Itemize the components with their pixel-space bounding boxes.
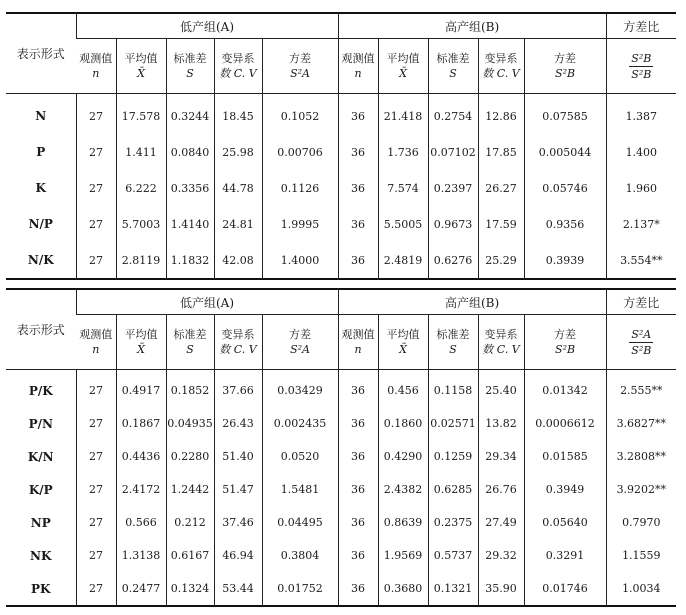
table-cell: 3.9202** xyxy=(606,473,676,506)
table-cell: 6.222 xyxy=(116,170,166,206)
column-symbol: n xyxy=(92,67,100,80)
table-cell: 27 xyxy=(76,473,116,506)
column-title: 标准差 xyxy=(436,328,470,341)
table-cell: 0.1052 xyxy=(262,94,338,135)
column-header xyxy=(116,39,166,94)
column-header xyxy=(428,315,478,370)
table-cell: 1.736 xyxy=(378,134,428,170)
table-cell: 0.1259 xyxy=(428,440,478,473)
table-cell: 2.4172 xyxy=(116,473,166,506)
ratio-header: 方差比 xyxy=(606,13,676,39)
table-row xyxy=(6,539,676,572)
table-cell: 27 xyxy=(76,440,116,473)
ratio-header: 方差比 xyxy=(606,289,676,315)
ratio-numerator: S²A xyxy=(631,327,652,341)
table-cell: 0.3244 xyxy=(166,94,214,135)
table-cell: 36 xyxy=(338,94,378,135)
table-cell: 17.59 xyxy=(478,206,524,242)
table-cell: 37.46 xyxy=(214,506,262,539)
table-cell: 12.86 xyxy=(478,94,524,135)
column-title: 标准差 xyxy=(436,52,470,65)
table-row xyxy=(6,407,676,440)
table-row xyxy=(6,572,676,606)
table-cell: 36 xyxy=(338,506,378,539)
table-cell: 3.2808** xyxy=(606,440,676,473)
table-cell: 29.34 xyxy=(478,440,524,473)
row-label: NK xyxy=(30,548,52,563)
row-label: K/P xyxy=(28,482,53,497)
column-title: 观测值 xyxy=(79,52,113,65)
row-label-header: 表示形式 xyxy=(6,289,76,370)
table-cell: 0.2477 xyxy=(116,572,166,606)
column-symbol: X̄ xyxy=(137,343,145,356)
table-cell: 2.137* xyxy=(606,206,676,242)
table-cell: 1.1559 xyxy=(606,539,676,572)
column-header xyxy=(116,315,166,370)
table-cell: 26.43 xyxy=(214,407,262,440)
group-a-header: 低产组(A) xyxy=(76,13,338,39)
table-cell: 1.4000 xyxy=(262,242,338,279)
column-symbol: S xyxy=(186,67,194,80)
table-cell: 27 xyxy=(76,539,116,572)
table-cell: 13.82 xyxy=(478,407,524,440)
table-cell: 27 xyxy=(76,407,116,440)
column-header xyxy=(214,315,262,370)
column-title: 变异系 xyxy=(484,328,518,341)
ratio-denominator: S²B xyxy=(631,67,652,81)
table-cell: 0.005044 xyxy=(524,134,606,170)
table-cell: 27 xyxy=(76,94,116,135)
table-cell: 0.1321 xyxy=(428,572,478,606)
table-row xyxy=(6,370,676,408)
table-cell: 0.566 xyxy=(116,506,166,539)
column-symbol: 数 C. V xyxy=(482,343,520,356)
table-cell: 0.4436 xyxy=(116,440,166,473)
table-cell: 0.1324 xyxy=(166,572,214,606)
table-cell: 0.2754 xyxy=(428,94,478,135)
table-cell: 0.3939 xyxy=(524,242,606,279)
table-cell: 1.9569 xyxy=(378,539,428,572)
row-label: P xyxy=(36,145,46,159)
table-cell: 27 xyxy=(76,242,116,279)
table-cell: 25.29 xyxy=(478,242,524,279)
table-row xyxy=(6,94,676,135)
ratio-formula xyxy=(606,315,676,370)
column-title: 方差 xyxy=(554,328,577,341)
row-label: K xyxy=(35,181,46,195)
table-cell: 0.1158 xyxy=(428,370,478,408)
column-header xyxy=(262,315,338,370)
column-symbol: X̄ xyxy=(399,67,407,80)
column-symbol: S xyxy=(449,343,457,356)
table-row xyxy=(6,170,676,206)
table-cell: 0.002435 xyxy=(262,407,338,440)
variance-table-1 xyxy=(6,12,676,280)
table-body xyxy=(6,370,676,607)
table-cell: 27 xyxy=(76,506,116,539)
table-cell: 0.6167 xyxy=(166,539,214,572)
column-symbol: S²A xyxy=(290,343,310,356)
table-cell: 0.1860 xyxy=(378,407,428,440)
column-symbol: 数 C. V xyxy=(219,67,257,80)
table-cell: 0.6276 xyxy=(428,242,478,279)
table-cell: 0.8639 xyxy=(378,506,428,539)
column-title: 平均值 xyxy=(124,52,158,65)
table-cell: 27 xyxy=(76,572,116,606)
table-cell: 1.9995 xyxy=(262,206,338,242)
table-cell: 7.574 xyxy=(378,170,428,206)
column-title: 变异系 xyxy=(221,328,255,341)
table-cell: 0.01752 xyxy=(262,572,338,606)
table-cell: 3.554** xyxy=(606,242,676,279)
column-symbol: 数 C. V xyxy=(482,67,520,80)
table-cell: 5.5005 xyxy=(378,206,428,242)
column-title: 变异系 xyxy=(221,52,255,65)
column-header xyxy=(378,39,428,94)
column-title: 观测值 xyxy=(79,328,113,341)
table-cell: 36 xyxy=(338,206,378,242)
table-cell: 1.2442 xyxy=(166,473,214,506)
table-cell: 44.78 xyxy=(214,170,262,206)
column-symbol: S xyxy=(449,67,457,80)
table-cell: 0.3291 xyxy=(524,539,606,572)
column-symbol: X̄ xyxy=(399,343,407,356)
table-row xyxy=(6,506,676,539)
table-cell: 0.01746 xyxy=(524,572,606,606)
table-cell: 0.05746 xyxy=(524,170,606,206)
table-cell: 0.1126 xyxy=(262,170,338,206)
column-header xyxy=(214,39,262,94)
group-b-header: 高产组(B) xyxy=(338,13,606,39)
column-header xyxy=(478,315,524,370)
column-header xyxy=(428,39,478,94)
table-cell: 1.400 xyxy=(606,134,676,170)
table-cell: 0.0840 xyxy=(166,134,214,170)
table-cell: 27 xyxy=(76,370,116,408)
table-cell: 36 xyxy=(338,440,378,473)
row-label: P/K xyxy=(28,383,53,398)
column-header xyxy=(262,39,338,94)
column-header xyxy=(524,39,606,94)
table-cell: 5.7003 xyxy=(116,206,166,242)
table-cell: 0.01585 xyxy=(524,440,606,473)
row-label: N xyxy=(35,109,47,123)
column-header xyxy=(166,315,214,370)
table-cell: 0.212 xyxy=(166,506,214,539)
row-label: P/N xyxy=(28,416,53,431)
table-cell: 0.3949 xyxy=(524,473,606,506)
table-cell: 0.05640 xyxy=(524,506,606,539)
table-cell: 18.45 xyxy=(214,94,262,135)
table-cell: 0.1867 xyxy=(116,407,166,440)
column-symbol: n xyxy=(354,67,362,80)
table-cell: 0.6285 xyxy=(428,473,478,506)
table-cell: 1.4140 xyxy=(166,206,214,242)
table-cell: 46.94 xyxy=(214,539,262,572)
table-cell: 1.960 xyxy=(606,170,676,206)
table-cell: 1.411 xyxy=(116,134,166,170)
table-cell: 0.07102 xyxy=(428,134,478,170)
table-cell: 2.4382 xyxy=(378,473,428,506)
table-cell: 36 xyxy=(338,572,378,606)
row-label: NP xyxy=(30,515,51,530)
column-title: 平均值 xyxy=(386,328,420,341)
table-cell: 27 xyxy=(76,170,116,206)
table-cell: 0.00706 xyxy=(262,134,338,170)
table-row xyxy=(6,242,676,279)
table-cell: 21.418 xyxy=(378,94,428,135)
table-cell: 26.27 xyxy=(478,170,524,206)
table-cell: 0.02571 xyxy=(428,407,478,440)
table-cell: 53.44 xyxy=(214,572,262,606)
table-cell: 0.3356 xyxy=(166,170,214,206)
table-cell: 25.40 xyxy=(478,370,524,408)
table-cell: 2.8119 xyxy=(116,242,166,279)
column-header xyxy=(76,39,116,94)
table-cell: 36 xyxy=(338,370,378,408)
column-title: 标准差 xyxy=(173,52,207,65)
ratio-numerator: S²B xyxy=(631,51,652,65)
table-cell: 29.32 xyxy=(478,539,524,572)
table-cell: 0.1852 xyxy=(166,370,214,408)
table-cell: 37.66 xyxy=(214,370,262,408)
column-title: 标准差 xyxy=(173,328,207,341)
table-cell: 26.76 xyxy=(478,473,524,506)
table-cell: 0.0006612 xyxy=(524,407,606,440)
column-header xyxy=(524,315,606,370)
table-cell: 51.47 xyxy=(214,473,262,506)
table-cell: 0.04935 xyxy=(166,407,214,440)
column-header xyxy=(378,315,428,370)
row-label: PK xyxy=(31,581,51,596)
table-cell: 0.9673 xyxy=(428,206,478,242)
table-cell: 0.2397 xyxy=(428,170,478,206)
column-title: 平均值 xyxy=(124,328,158,341)
column-symbol: n xyxy=(354,343,362,356)
table-cell: 36 xyxy=(338,170,378,206)
table-cell: 0.2280 xyxy=(166,440,214,473)
table-cell: 42.08 xyxy=(214,242,262,279)
table-cell: 0.04495 xyxy=(262,506,338,539)
table-cell: 24.81 xyxy=(214,206,262,242)
column-symbol: n xyxy=(92,343,100,356)
column-symbol: X̄ xyxy=(137,67,145,80)
column-symbol: S²A xyxy=(290,67,310,80)
table-cell: 36 xyxy=(338,539,378,572)
column-symbol: 数 C. V xyxy=(219,343,257,356)
column-title: 观测值 xyxy=(341,52,375,65)
table-cell: 0.3680 xyxy=(378,572,428,606)
column-title: 方差 xyxy=(289,328,312,341)
table-body xyxy=(6,94,676,280)
column-title: 观测值 xyxy=(341,328,375,341)
row-label: N/P xyxy=(28,217,53,231)
table-cell: 0.03429 xyxy=(262,370,338,408)
ratio-denominator: S²B xyxy=(631,343,652,357)
table-cell: 0.456 xyxy=(378,370,428,408)
column-title: 平均值 xyxy=(386,52,420,65)
table-cell: 51.40 xyxy=(214,440,262,473)
table-cell: 0.7970 xyxy=(606,506,676,539)
table-cell: 35.90 xyxy=(478,572,524,606)
column-symbol: S²B xyxy=(555,67,576,80)
column-header xyxy=(338,39,378,94)
table-cell: 17.578 xyxy=(116,94,166,135)
table-cell: 0.4290 xyxy=(378,440,428,473)
row-label: N/K xyxy=(27,253,54,267)
column-title: 方差 xyxy=(554,52,577,65)
column-title: 变异系 xyxy=(484,52,518,65)
column-header-row xyxy=(6,315,676,370)
table-cell: 1.387 xyxy=(606,94,676,135)
table-cell: 1.0034 xyxy=(606,572,676,606)
table-cell: 0.4917 xyxy=(116,370,166,408)
table-cell: 0.0520 xyxy=(262,440,338,473)
table-cell: 27 xyxy=(76,206,116,242)
table-cell: 0.07585 xyxy=(524,94,606,135)
table-cell: 0.01342 xyxy=(524,370,606,408)
column-header xyxy=(166,39,214,94)
group-a-header: 低产组(A) xyxy=(76,289,338,315)
table-cell: 2.4819 xyxy=(378,242,428,279)
table-cell: 1.1832 xyxy=(166,242,214,279)
table-cell: 36 xyxy=(338,407,378,440)
column-header xyxy=(76,315,116,370)
column-header xyxy=(478,39,524,94)
table-cell: 0.2375 xyxy=(428,506,478,539)
row-label-header: 表示形式 xyxy=(6,13,76,94)
ratio-formula xyxy=(606,39,676,94)
column-symbol: S²B xyxy=(555,343,576,356)
table-cell: 0.5737 xyxy=(428,539,478,572)
table-row xyxy=(6,440,676,473)
table-cell: 17.85 xyxy=(478,134,524,170)
table-row xyxy=(6,134,676,170)
table-cell: 27.49 xyxy=(478,506,524,539)
table-cell: 2.555** xyxy=(606,370,676,408)
table-row xyxy=(6,473,676,506)
table-cell: 3.6827** xyxy=(606,407,676,440)
table-cell: 27 xyxy=(76,134,116,170)
table-row xyxy=(6,206,676,242)
table-cell: 1.5481 xyxy=(262,473,338,506)
table-cell: 36 xyxy=(338,134,378,170)
table-cell: 36 xyxy=(338,242,378,279)
variance-table-2 xyxy=(6,288,676,607)
row-label: K/N xyxy=(27,449,54,464)
group-b-header: 高产组(B) xyxy=(338,289,606,315)
column-title: 方差 xyxy=(289,52,312,65)
column-header-row xyxy=(6,39,676,94)
table-cell: 0.3804 xyxy=(262,539,338,572)
table-cell: 0.9356 xyxy=(524,206,606,242)
table-cell: 36 xyxy=(338,473,378,506)
column-header xyxy=(338,315,378,370)
column-symbol: S xyxy=(186,343,194,356)
table-cell: 1.3138 xyxy=(116,539,166,572)
table-cell: 25.98 xyxy=(214,134,262,170)
